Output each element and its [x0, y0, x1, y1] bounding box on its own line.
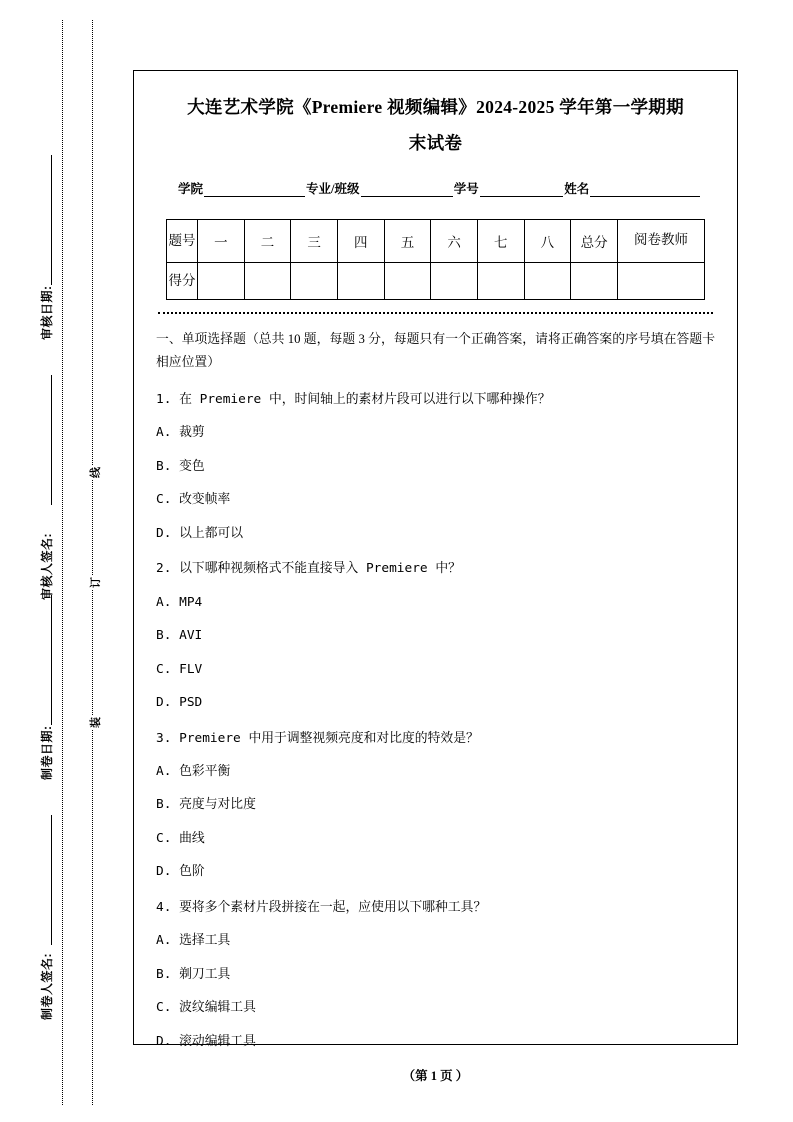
name-label: 姓名	[564, 181, 590, 196]
question-stem-1: 1. 在 Premiere 中，时间轴上的素材片段可以进行以下哪种操作？	[156, 391, 551, 407]
margin-label-reviewer-signature: 审核人签名:	[40, 533, 54, 600]
total-score-header: 总分	[571, 219, 618, 262]
margin-dotted-line-outer	[62, 20, 63, 1105]
page-footer: （第 1 页 ）	[402, 1069, 469, 1083]
left-margin-area	[0, 0, 133, 1122]
topic-col-2: 二	[244, 219, 291, 262]
score-table	[166, 219, 705, 300]
major-class-field[interactable]	[361, 183, 453, 197]
margin-label-paper-maker-signature: 制卷人签名:	[40, 953, 54, 1020]
question-2-option-a[interactable]: A. MP4	[156, 594, 203, 610]
question-2-option-d[interactable]: D. PSD	[156, 695, 203, 711]
question-4-option-b[interactable]: B. 剃刀工具	[156, 966, 231, 982]
seal-char-bind: 订	[86, 575, 104, 590]
question-stem-3: 3. Premiere 中用于调整视频亮度和对比度的特效是？	[156, 730, 479, 746]
question-3-option-b[interactable]: B. 亮度与对比度	[156, 797, 256, 813]
question-4-option-d[interactable]: D. 滚动编辑工具	[156, 1033, 256, 1049]
grader-header: 阅卷教师	[618, 219, 705, 262]
topic-col-1: 一	[198, 219, 245, 262]
question-stem-2: 2. 以下哪种视频格式不能直接导入 Premiere 中？	[156, 561, 461, 577]
question-stem-4: 4. 要将多个素材片段拼接在一起，应使用以下哪种工具？	[156, 899, 487, 915]
question-4-option-a[interactable]: A. 选择工具	[156, 933, 231, 949]
score-cell-4[interactable]	[337, 262, 384, 299]
table-row-scores	[167, 262, 705, 299]
score-cell-5[interactable]	[384, 262, 431, 299]
topic-col-3: 三	[291, 219, 338, 262]
score-cell-7[interactable]	[477, 262, 524, 299]
score-cell-2[interactable]	[244, 262, 291, 299]
question-1-option-d[interactable]: D. 以上都可以	[156, 525, 244, 541]
section-heading: 一、单项选择题（总共 10 题，每题 3 分，每题只有一个正确答案，请将正确答案的序号填在答题卡相应位置）	[156, 331, 715, 370]
question-3-option-a[interactable]: A. 色彩平衡	[156, 764, 231, 779]
topic-col-7: 七	[477, 219, 524, 262]
college-field[interactable]	[204, 183, 305, 197]
question-2-option-c[interactable]: C. FLV	[156, 661, 203, 677]
score-row-header: 得分	[167, 262, 198, 299]
margin-label-paper-date: 制卷日期:	[40, 725, 54, 780]
student-info-row	[156, 179, 715, 197]
question-3-option-c[interactable]: C. 曲线	[156, 830, 205, 846]
topic-col-8: 八	[524, 219, 571, 262]
score-table-wrapper	[156, 219, 715, 300]
question-4-option-c[interactable]: C. 波纹编辑工具	[156, 1000, 256, 1016]
topic-col-4: 四	[337, 219, 384, 262]
paper-date-rule	[51, 595, 52, 725]
section-dotted-divider	[158, 312, 713, 314]
exam-title-line1: 大连艺术学院《Premiere 视频编辑》2024‑2025 学年第一学期期	[187, 97, 684, 117]
question-1-option-a[interactable]: A. 裁剪	[156, 425, 205, 441]
topic-number-header: 题号	[167, 219, 198, 262]
topic-col-6: 六	[431, 219, 478, 262]
review-date-rule	[51, 155, 52, 285]
margin-label-review-date: 审核日期:	[40, 285, 54, 340]
college-label: 学院	[178, 181, 204, 196]
question-3-option-d[interactable]: D. 色阶	[156, 864, 205, 880]
student-id-field[interactable]	[480, 183, 563, 197]
score-cell-3[interactable]	[291, 262, 338, 299]
score-cell-grader[interactable]	[618, 262, 705, 299]
question-1-option-c[interactable]: C. 改变帧率	[156, 492, 231, 508]
seal-char-line: 线	[86, 465, 104, 480]
score-cell-total[interactable]	[571, 262, 618, 299]
page-title	[156, 93, 715, 159]
reviewer-signature-rule	[51, 375, 52, 505]
exam-paper	[133, 70, 738, 1049]
table-row-topic-numbers	[167, 219, 705, 262]
margin-dotted-line-inner	[92, 20, 93, 1105]
score-cell-1[interactable]	[198, 262, 245, 299]
question-1-option-b[interactable]: B. 变色	[156, 458, 205, 474]
question-2-option-b[interactable]: B. AVI	[156, 628, 203, 644]
seal-char-pack: 装	[86, 715, 104, 730]
exam-title-line2: 末试卷	[408, 132, 463, 153]
student-id-label: 学号	[453, 181, 479, 196]
score-cell-6[interactable]	[431, 262, 478, 299]
name-field[interactable]	[590, 183, 700, 197]
score-cell-8[interactable]	[524, 262, 571, 299]
topic-col-5: 五	[384, 219, 431, 262]
paper-maker-signature-rule	[51, 815, 52, 945]
major-class-label: 专业/班级	[306, 181, 360, 196]
